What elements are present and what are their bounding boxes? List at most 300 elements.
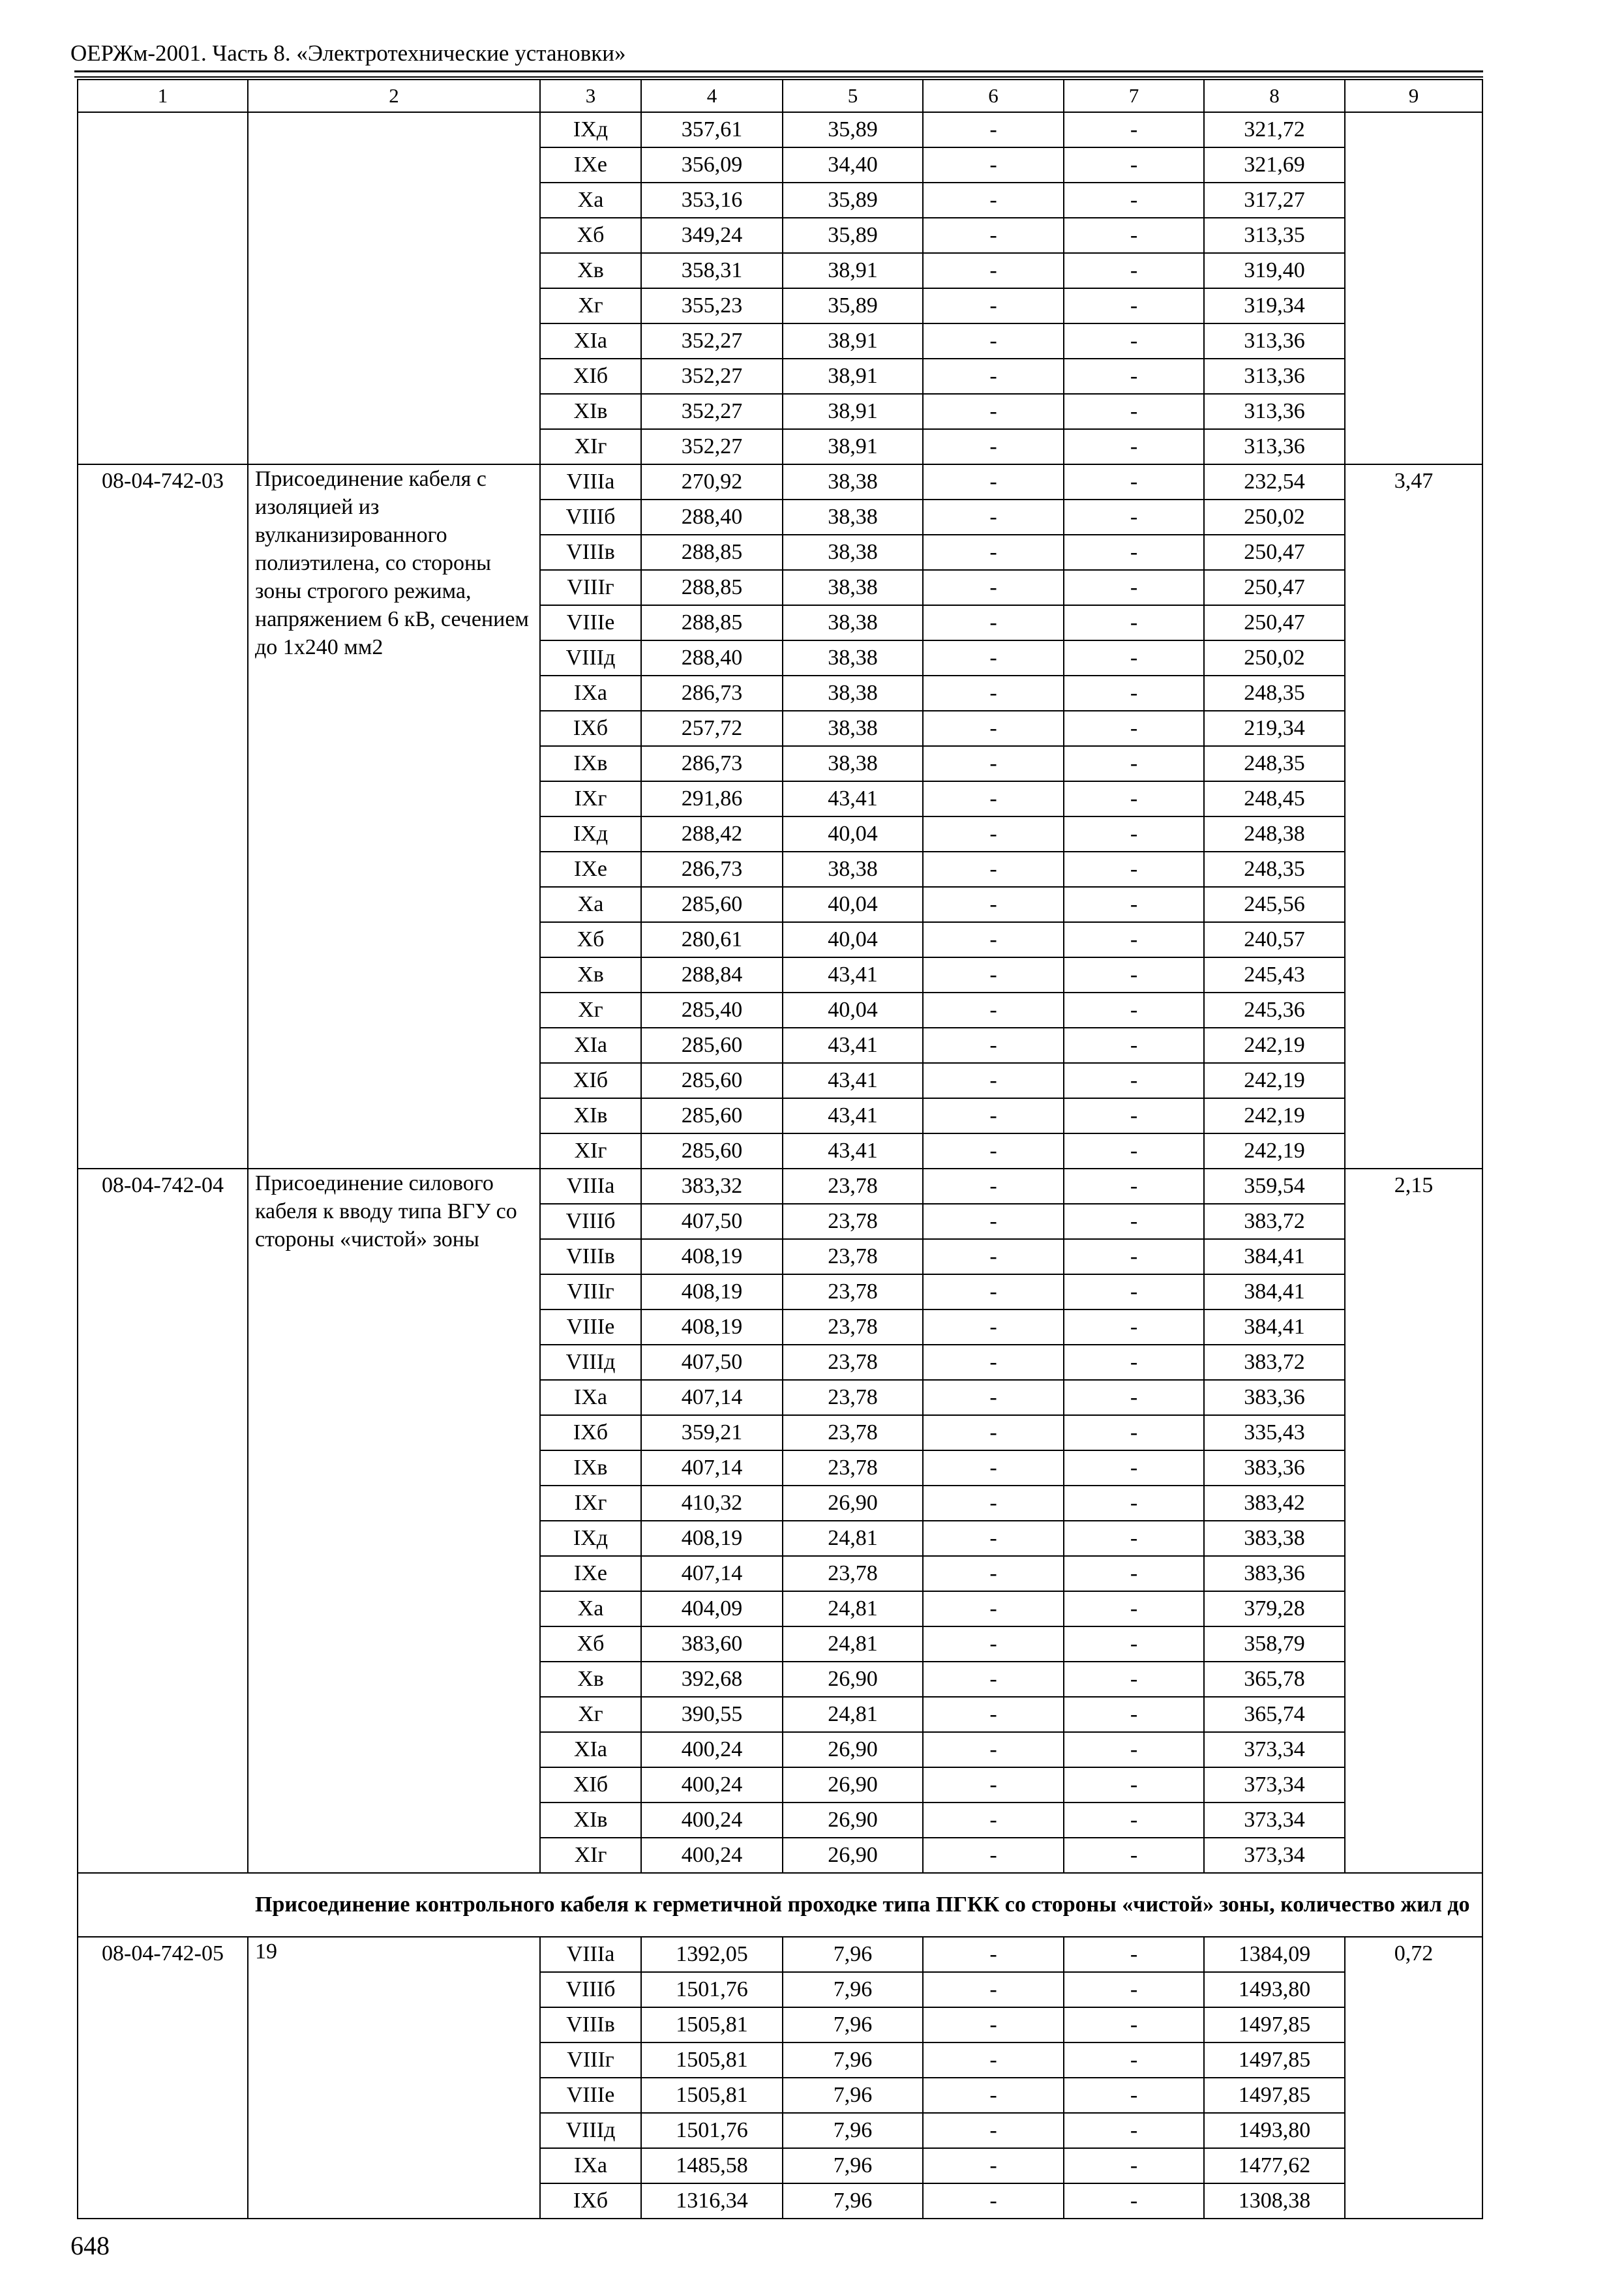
table-cell: 288,42 xyxy=(641,816,783,852)
table-cell: - xyxy=(1064,605,1204,640)
table-cell: 23,78 xyxy=(783,1556,923,1591)
table-cell: VIIIд xyxy=(540,2113,641,2148)
table-cell: 407,14 xyxy=(641,1556,783,1591)
table-cell: VIIIа xyxy=(540,1169,641,1204)
table-cell: - xyxy=(1064,957,1204,993)
table-cell: 1497,85 xyxy=(1204,2078,1345,2113)
table-cell: 285,40 xyxy=(641,993,783,1028)
table-cell: VIIIб xyxy=(540,1972,641,2007)
table-cell: 321,69 xyxy=(1204,147,1345,183)
table-cell: 23,78 xyxy=(783,1415,923,1450)
table-cell: 356,09 xyxy=(641,147,783,183)
table-cell: 38,38 xyxy=(783,535,923,570)
table-cell: 26,90 xyxy=(783,1662,923,1697)
table-cell: - xyxy=(1064,183,1204,218)
table-cell: - xyxy=(1064,1098,1204,1133)
table-cell: 408,19 xyxy=(641,1309,783,1345)
column-header: 5 xyxy=(783,80,923,112)
rate-code xyxy=(78,112,248,464)
table-cell: 23,78 xyxy=(783,1380,923,1415)
table-cell: 26,90 xyxy=(783,1803,923,1838)
table-cell: 1497,85 xyxy=(1204,2042,1345,2078)
table-cell: VIIIе xyxy=(540,2078,641,2113)
table-row xyxy=(78,112,1482,147)
table-cell: 35,89 xyxy=(783,112,923,147)
table-cell: 319,40 xyxy=(1204,253,1345,288)
table-cell: VIIIв xyxy=(540,1239,641,1274)
table-cell: 383,72 xyxy=(1204,1345,1345,1380)
table-cell: 43,41 xyxy=(783,1098,923,1133)
table-cell: 24,81 xyxy=(783,1626,923,1662)
table-cell: 335,43 xyxy=(1204,1415,1345,1450)
table-cell: - xyxy=(923,1028,1064,1063)
table-cell: 40,04 xyxy=(783,816,923,852)
table-cell: - xyxy=(923,288,1064,323)
table-cell: - xyxy=(923,253,1064,288)
table-cell: XIб xyxy=(540,359,641,394)
table-cell: - xyxy=(1064,922,1204,957)
table-cell: 1505,81 xyxy=(641,2078,783,2113)
table-cell: 38,38 xyxy=(783,605,923,640)
table-cell: XIб xyxy=(540,1767,641,1803)
table-cell: - xyxy=(1064,993,1204,1028)
table-cell: - xyxy=(923,993,1064,1028)
table-cell: - xyxy=(1064,218,1204,253)
table-cell: 38,38 xyxy=(783,676,923,711)
table-cell: - xyxy=(923,746,1064,781)
table-cell: 288,40 xyxy=(641,640,783,676)
table-cell: 358,31 xyxy=(641,253,783,288)
table-cell: VIIIа xyxy=(540,464,641,500)
table-cell: IXд xyxy=(540,816,641,852)
table-cell: 1392,05 xyxy=(641,1937,783,1972)
column-header: 4 xyxy=(641,80,783,112)
table-cell: 35,89 xyxy=(783,183,923,218)
table-cell: - xyxy=(923,887,1064,922)
table-cell: - xyxy=(923,1169,1064,1204)
table-cell: - xyxy=(1064,746,1204,781)
table-cell: - xyxy=(923,1767,1064,1803)
table-cell: IXд xyxy=(540,1521,641,1556)
table-cell: IXе xyxy=(540,147,641,183)
table-cell: VIIIг xyxy=(540,570,641,605)
table-cell: - xyxy=(923,1486,1064,1521)
labor-cost: 2,15 xyxy=(1345,1169,1482,1873)
table-cell: - xyxy=(1064,2183,1204,2219)
table-cell: - xyxy=(1064,2007,1204,2042)
table-cell: - xyxy=(923,640,1064,676)
table-cell: - xyxy=(923,1937,1064,1972)
table-cell: 23,78 xyxy=(783,1204,923,1239)
table-cell: 43,41 xyxy=(783,781,923,816)
table-cell: XIв xyxy=(540,1098,641,1133)
table-cell: XIг xyxy=(540,1838,641,1873)
header-rule-thin xyxy=(74,76,1483,78)
table-cell: - xyxy=(923,2113,1064,2148)
table-cell: - xyxy=(1064,394,1204,429)
table-cell: - xyxy=(1064,1767,1204,1803)
table-cell: IXб xyxy=(540,2183,641,2219)
table-cell: 7,96 xyxy=(783,2183,923,2219)
table-cell: 313,35 xyxy=(1204,218,1345,253)
table-cell: - xyxy=(1064,1274,1204,1309)
table-cell: 40,04 xyxy=(783,993,923,1028)
table-cell: IXе xyxy=(540,852,641,887)
table-cell: 352,27 xyxy=(641,323,783,359)
table-cell: Xг xyxy=(540,288,641,323)
table-cell: 1316,34 xyxy=(641,2183,783,2219)
table-cell: - xyxy=(1064,1591,1204,1626)
table-cell: 291,86 xyxy=(641,781,783,816)
table-cell: 7,96 xyxy=(783,2113,923,2148)
table-cell: 286,73 xyxy=(641,676,783,711)
table-cell: IXд xyxy=(540,112,641,147)
table-cell: 407,50 xyxy=(641,1204,783,1239)
table-cell: - xyxy=(1064,1838,1204,1873)
table-cell: VIIIе xyxy=(540,1309,641,1345)
table-cell: 38,91 xyxy=(783,429,923,464)
table-cell: - xyxy=(923,2007,1064,2042)
table-cell: - xyxy=(923,500,1064,535)
table-cell: 383,42 xyxy=(1204,1486,1345,1521)
column-number-row xyxy=(78,80,1482,112)
table-cell: 23,78 xyxy=(783,1169,923,1204)
table-cell: - xyxy=(1064,887,1204,922)
table-cell: 1384,09 xyxy=(1204,1937,1345,1972)
table-cell: 35,89 xyxy=(783,218,923,253)
table-cell: Xг xyxy=(540,993,641,1028)
table-cell: 38,38 xyxy=(783,464,923,500)
table-cell: VIIIа xyxy=(540,1937,641,1972)
table-cell: - xyxy=(923,2042,1064,2078)
table-cell: 365,78 xyxy=(1204,1662,1345,1697)
table-cell: VIIIе xyxy=(540,605,641,640)
table-cell: VIIIг xyxy=(540,2042,641,2078)
labor-cost: 0,72 xyxy=(1345,1937,1482,2219)
table-cell: 384,41 xyxy=(1204,1309,1345,1345)
table-cell: 383,36 xyxy=(1204,1556,1345,1591)
table-cell: IXб xyxy=(540,1415,641,1450)
table-cell: 245,36 xyxy=(1204,993,1345,1028)
table-cell: 285,60 xyxy=(641,887,783,922)
table-cell: - xyxy=(923,1309,1064,1345)
table-cell: - xyxy=(923,464,1064,500)
table-cell: 7,96 xyxy=(783,1937,923,1972)
table-cell: IXг xyxy=(540,781,641,816)
table-cell: 270,92 xyxy=(641,464,783,500)
table-cell: 43,41 xyxy=(783,1063,923,1098)
table-cell: VIIIд xyxy=(540,1345,641,1380)
table-cell: Xб xyxy=(540,218,641,253)
table-cell: 242,19 xyxy=(1204,1098,1345,1133)
table-cell: 1493,80 xyxy=(1204,1972,1345,2007)
table-cell: Xа xyxy=(540,887,641,922)
table-cell: - xyxy=(923,852,1064,887)
table-cell: 24,81 xyxy=(783,1521,923,1556)
page-number: 648 xyxy=(70,2231,110,2260)
table-cell: - xyxy=(1064,1133,1204,1169)
table-cell: 383,32 xyxy=(641,1169,783,1204)
table-cell: 383,38 xyxy=(1204,1521,1345,1556)
table-cell: - xyxy=(923,535,1064,570)
table-cell: - xyxy=(1064,1486,1204,1521)
table-cell: 38,38 xyxy=(783,746,923,781)
table-cell: - xyxy=(923,1662,1064,1697)
table-cell: 407,14 xyxy=(641,1380,783,1415)
table-cell: 383,72 xyxy=(1204,1204,1345,1239)
table-cell: Xа xyxy=(540,1591,641,1626)
table-cell: - xyxy=(1064,781,1204,816)
table-cell: 26,90 xyxy=(783,1732,923,1767)
table-cell: 1505,81 xyxy=(641,2042,783,2078)
table-cell: - xyxy=(923,1204,1064,1239)
table-cell: - xyxy=(923,1556,1064,1591)
table-cell: - xyxy=(1064,711,1204,746)
table-cell: 7,96 xyxy=(783,2078,923,2113)
table-cell: VIIIб xyxy=(540,1204,641,1239)
table-cell: 313,36 xyxy=(1204,323,1345,359)
table-cell: 38,38 xyxy=(783,711,923,746)
table-cell: 407,50 xyxy=(641,1345,783,1380)
table-cell: - xyxy=(923,1063,1064,1098)
table-cell: 248,45 xyxy=(1204,781,1345,816)
work-description: 19 xyxy=(248,1937,540,2219)
table-cell: - xyxy=(923,2148,1064,2183)
column-header: 9 xyxy=(1345,80,1482,112)
table-cell: 26,90 xyxy=(783,1486,923,1521)
table-cell: 242,19 xyxy=(1204,1063,1345,1098)
table-cell: - xyxy=(1064,2078,1204,2113)
table-cell: - xyxy=(1064,1732,1204,1767)
table-cell: 321,72 xyxy=(1204,112,1345,147)
table-cell: - xyxy=(1064,640,1204,676)
table-cell: IXв xyxy=(540,1450,641,1486)
column-header: 7 xyxy=(1064,80,1204,112)
table-cell: 286,73 xyxy=(641,852,783,887)
table-cell: 280,61 xyxy=(641,922,783,957)
work-description xyxy=(248,112,540,464)
table-cell: - xyxy=(923,676,1064,711)
table-cell: - xyxy=(1064,147,1204,183)
column-header: 2 xyxy=(248,80,540,112)
table-cell: 34,40 xyxy=(783,147,923,183)
table-cell: 373,34 xyxy=(1204,1767,1345,1803)
table-cell: XIа xyxy=(540,1732,641,1767)
table-cell: - xyxy=(1064,1380,1204,1415)
table-cell: - xyxy=(1064,852,1204,887)
table-cell: - xyxy=(1064,1556,1204,1591)
table-cell: 250,47 xyxy=(1204,535,1345,570)
table-cell: 400,24 xyxy=(641,1732,783,1767)
table-cell: - xyxy=(1064,816,1204,852)
table-row xyxy=(78,1937,1482,1972)
rate-code: 08-04-742-05 xyxy=(78,1937,248,2219)
table-cell: - xyxy=(1064,535,1204,570)
table-cell: - xyxy=(923,1345,1064,1380)
table-cell: IXа xyxy=(540,676,641,711)
table-cell: VIIIв xyxy=(540,2007,641,2042)
table-cell: - xyxy=(1064,253,1204,288)
table-cell: - xyxy=(923,1626,1064,1662)
table-cell: 38,38 xyxy=(783,500,923,535)
table-cell: 359,54 xyxy=(1204,1169,1345,1204)
table-cell: Xг xyxy=(540,1697,641,1732)
table-cell: 352,27 xyxy=(641,359,783,394)
table-cell: 248,38 xyxy=(1204,816,1345,852)
table-cell: 23,78 xyxy=(783,1274,923,1309)
table-cell: VIIIг xyxy=(540,1274,641,1309)
table-cell: 285,60 xyxy=(641,1133,783,1169)
table-cell: Xа xyxy=(540,183,641,218)
table-cell: - xyxy=(923,359,1064,394)
work-description: Присоединение кабеля с изоляцией из вулканизированного полиэтилена, со стороны зоны строгого режима, напряжением 6 кВ, сечением до 1х240 мм2 xyxy=(248,464,540,1169)
table-cell: 384,41 xyxy=(1204,1274,1345,1309)
table-cell: 288,85 xyxy=(641,535,783,570)
table-cell: 40,04 xyxy=(783,922,923,957)
table-cell: 288,85 xyxy=(641,605,783,640)
table-cell: 373,34 xyxy=(1204,1803,1345,1838)
table-cell: 285,60 xyxy=(641,1063,783,1098)
table-cell: - xyxy=(1064,359,1204,394)
page-header: ОЕРЖм-2001. Часть 8. «Электротехнические установки» xyxy=(70,40,626,66)
table-cell: 355,23 xyxy=(641,288,783,323)
table-cell: 390,55 xyxy=(641,1697,783,1732)
table-cell: 219,34 xyxy=(1204,711,1345,746)
table-cell: IXе xyxy=(540,1556,641,1591)
table-cell: 383,36 xyxy=(1204,1450,1345,1486)
table-cell: - xyxy=(923,394,1064,429)
table-cell: 404,09 xyxy=(641,1591,783,1626)
table-cell: 23,78 xyxy=(783,1309,923,1345)
table-cell: 38,91 xyxy=(783,323,923,359)
table-cell: - xyxy=(1064,1697,1204,1732)
table-cell: - xyxy=(923,1803,1064,1838)
labor-cost xyxy=(1345,112,1482,464)
table-cell: 23,78 xyxy=(783,1345,923,1380)
rate-code: 08-04-742-03 xyxy=(78,464,248,1169)
table-cell: - xyxy=(923,711,1064,746)
table-cell: XIв xyxy=(540,1803,641,1838)
table-row xyxy=(78,1169,1482,1204)
column-header: 6 xyxy=(923,80,1064,112)
table-cell: 24,81 xyxy=(783,1697,923,1732)
table-cell: - xyxy=(1064,1803,1204,1838)
table-cell: 384,41 xyxy=(1204,1239,1345,1274)
table-cell: 1493,80 xyxy=(1204,2113,1345,2148)
table-cell: 38,91 xyxy=(783,394,923,429)
table-cell: 23,78 xyxy=(783,1450,923,1486)
table-cell: - xyxy=(1064,1450,1204,1486)
table-cell: 7,96 xyxy=(783,1972,923,2007)
table-cell: - xyxy=(1064,323,1204,359)
table-cell: 379,28 xyxy=(1204,1591,1345,1626)
table-cell: VIIIб xyxy=(540,500,641,535)
table-cell: 353,16 xyxy=(641,183,783,218)
table-cell: 38,91 xyxy=(783,359,923,394)
table-cell: - xyxy=(1064,500,1204,535)
table-cell: Xб xyxy=(540,922,641,957)
table-cell: 242,19 xyxy=(1204,1133,1345,1169)
table-cell: - xyxy=(923,147,1064,183)
table-cell: - xyxy=(1064,2042,1204,2078)
table-cell: 400,24 xyxy=(641,1838,783,1873)
table-cell: - xyxy=(923,1972,1064,2007)
work-description: Присоединение силового кабеля к вводу типа ВГУ со стороны «чистой» зоны xyxy=(248,1169,540,1873)
table-cell: 313,36 xyxy=(1204,394,1345,429)
table-cell: - xyxy=(1064,1309,1204,1345)
table-cell: 250,47 xyxy=(1204,570,1345,605)
table-cell: - xyxy=(923,570,1064,605)
table-cell: 248,35 xyxy=(1204,746,1345,781)
group-heading-row xyxy=(78,1873,1482,1937)
table-cell: Xв xyxy=(540,253,641,288)
column-header: 1 xyxy=(78,80,248,112)
table-cell: VIIIд xyxy=(540,640,641,676)
table-cell: - xyxy=(923,323,1064,359)
table-cell: - xyxy=(1064,288,1204,323)
table-cell: 250,47 xyxy=(1204,605,1345,640)
table-cell: 26,90 xyxy=(783,1767,923,1803)
table-cell: - xyxy=(923,957,1064,993)
header-rule xyxy=(74,70,1483,72)
table-cell: - xyxy=(923,1274,1064,1309)
table-cell: 319,34 xyxy=(1204,288,1345,323)
table-cell: - xyxy=(923,1732,1064,1767)
rate-code: 08-04-742-04 xyxy=(78,1169,248,1873)
table-cell: - xyxy=(1064,2113,1204,2148)
table-cell: 408,19 xyxy=(641,1521,783,1556)
table-cell: 365,74 xyxy=(1204,1697,1345,1732)
table-cell: IXа xyxy=(540,2148,641,2183)
table-cell: - xyxy=(923,1380,1064,1415)
table-cell: - xyxy=(923,1838,1064,1873)
table-cell: - xyxy=(1064,676,1204,711)
table-cell: 38,38 xyxy=(783,640,923,676)
table-cell: - xyxy=(1064,1028,1204,1063)
rates-table xyxy=(77,79,1483,2219)
table-cell: - xyxy=(923,1591,1064,1626)
table-cell: 245,56 xyxy=(1204,887,1345,922)
table-cell: XIа xyxy=(540,323,641,359)
table-cell: Xв xyxy=(540,1662,641,1697)
table-cell: - xyxy=(1064,112,1204,147)
table-cell: 43,41 xyxy=(783,957,923,993)
table-cell: 359,21 xyxy=(641,1415,783,1450)
group-heading: Присоединение контрольного кабеля к герметичной проходке типа ПГКК со стороны «чистой» зоны, количество жил до xyxy=(78,1873,1482,1937)
table-cell: - xyxy=(1064,1239,1204,1274)
table-cell: - xyxy=(923,429,1064,464)
table-cell: - xyxy=(1064,570,1204,605)
table-cell: 358,79 xyxy=(1204,1626,1345,1662)
table-cell: 373,34 xyxy=(1204,1838,1345,1873)
table-cell: - xyxy=(923,112,1064,147)
table-cell: 43,41 xyxy=(783,1133,923,1169)
table-cell: - xyxy=(923,183,1064,218)
table-cell: 1308,38 xyxy=(1204,2183,1345,2219)
table-cell: - xyxy=(923,781,1064,816)
table-cell: 38,38 xyxy=(783,852,923,887)
table-cell: 357,61 xyxy=(641,112,783,147)
table-body xyxy=(78,112,1482,2219)
table-cell: - xyxy=(1064,1626,1204,1662)
table-cell: 257,72 xyxy=(641,711,783,746)
table-cell: 383,60 xyxy=(641,1626,783,1662)
table-cell: 1477,62 xyxy=(1204,2148,1345,2183)
table-cell: IXб xyxy=(540,711,641,746)
table-row xyxy=(78,464,1482,500)
table-cell: XIа xyxy=(540,1028,641,1063)
column-header: 3 xyxy=(540,80,641,112)
